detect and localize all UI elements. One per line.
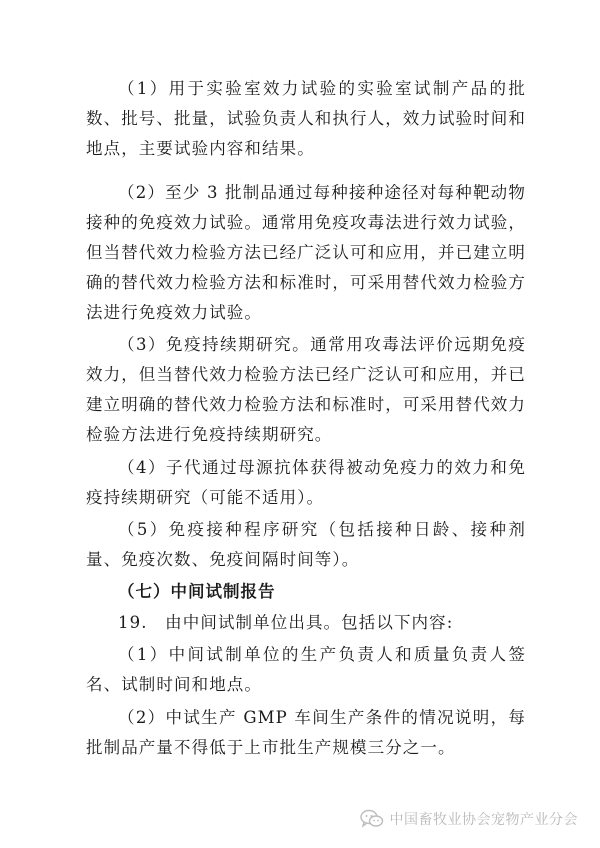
wechat-icon — [360, 809, 384, 829]
paragraph-gmp-conditions: （2）中试生产 GMP 车间生产条件的情况说明，每批制品产量不得低于上市批生产规模三分之一。 — [86, 708, 526, 757]
paragraph-item-19: 19. 由中间试制单位出具。包括以下内容: — [118, 613, 454, 632]
paragraph-lab-efficacy-batches: （1）用于实验室效力试验的实验室试制产品的批数、批号、批量，试验负责人和执行人，效力试验时间和地点，主要试验内容和结果。 — [86, 79, 526, 158]
paragraph-efficacy-trial: （2）至少 3 批制品通过每种接种途径对每种靶动物接种的免疫效力试验。通常用免疫攻毒法进行效力试验，但当替代效力检验方法已经广泛认可和应用，并已建立明确的替代效力检验方法和标准时，可采用替代效力检验方法进行免疫效力试验。 — [86, 183, 526, 322]
watermark-text: 中国畜牧业协会宠物产业分会 — [389, 812, 578, 828]
paragraph-maternal-antibody: （4）子代通过母源抗体获得被动免疫力的效力和免疫持续期研究（可能不适用）。 — [86, 458, 526, 507]
paragraph-immunity-duration: （3）免疫持续期研究。通常用攻毒法评价远期免疫效力，但当替代效力检验方法已经广泛认可和应用，并已建立明确的替代效力检验方法和标准时，可采用替代效力检验方法进行免疫持续期研究。 — [86, 335, 526, 444]
paragraph-signatures: （1）中间试制单位的生产负责人和质量负责人签名、试制时间和地点。 — [86, 645, 526, 694]
paragraph-immunization-schedule: （5）免疫接种程序研究（包括接种日龄、接种剂量、免疫次数、免疫间隔时间等）。 — [86, 520, 526, 569]
watermark — [360, 808, 579, 830]
section-heading: （七）中间试制报告 — [118, 582, 276, 601]
